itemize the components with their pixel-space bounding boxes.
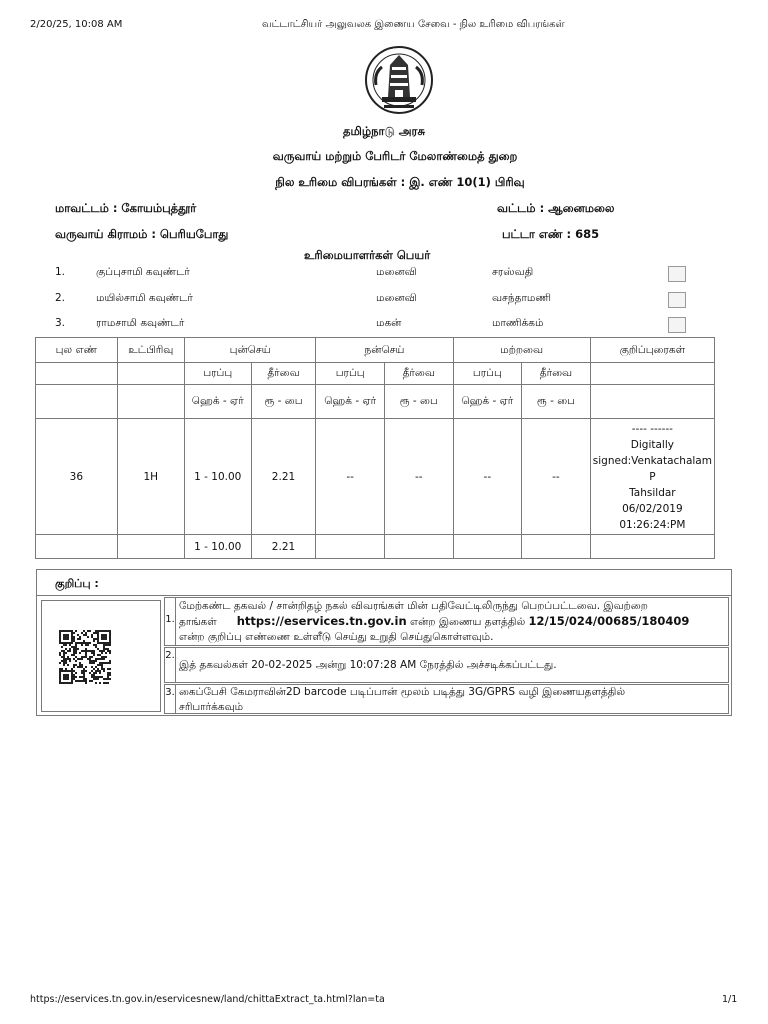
- revenue-village: வருவாய் கிராமம் : பெரியபோது: [55, 227, 229, 241]
- remarks-signature: ---- ------ Digitally signed:Venkatachalam P Tahsildar 06/02/2019 01:26:24:PM: [590, 419, 714, 535]
- unit-area: ஹெக் - ஏர்: [453, 385, 522, 419]
- col-remarks: குறிப்புரைகள்: [590, 338, 714, 363]
- owner-name: குப்புசாமி கவுண்டர்: [96, 266, 190, 278]
- owner-name: ராமசாமி கவுண்டர்: [96, 317, 185, 329]
- broken-image-icon: [668, 266, 686, 282]
- owner-relation: மகன்: [376, 317, 402, 329]
- doc-title: நில உரிமை விபரங்கள் : இ. எண் 10(1) பிரிவு: [275, 175, 525, 189]
- table-total-row: [36, 535, 715, 559]
- table-header-row: [36, 338, 715, 363]
- owners-heading: உரிமையாளர்கள் பெயர்: [304, 248, 431, 262]
- land-details-table: [35, 337, 715, 559]
- owner-relative: சரஸ்வதி: [492, 266, 534, 278]
- qr-cell: [41, 600, 161, 712]
- notes-box: [36, 569, 732, 716]
- col-tax: தீர்வை: [522, 363, 591, 385]
- owner-name: மயில்சாமி கவுண்டர்: [96, 292, 193, 304]
- unit-area: ஹெக் - ஏர்: [184, 385, 251, 419]
- col-subdivision: உட்பிரிவு: [117, 338, 184, 363]
- owner-num: 1.: [55, 266, 66, 278]
- nansei-area: --: [316, 419, 385, 535]
- col-nansei: நன்செய்: [316, 338, 453, 363]
- reference-number: 12/15/024/00685/180409: [528, 614, 690, 628]
- qr-code-icon: [59, 630, 111, 684]
- gov-name: தமிழ்நாடு அரசு: [343, 124, 425, 138]
- owner-relative: மாணிக்கம்: [492, 317, 544, 329]
- col-area: பரப்பு: [453, 363, 522, 385]
- broken-image-icon: [668, 317, 686, 333]
- col-tax: தீர்வை: [384, 363, 453, 385]
- district: மாவட்டம் : கோயம்புத்தூர்: [55, 201, 197, 215]
- others-area: --: [453, 419, 522, 535]
- owner-relative: வசந்தாமணி: [492, 292, 551, 304]
- patta-number: பட்டா எண் : 685: [502, 227, 600, 241]
- note-3: 3. கைப்பேசி கேமராவின்2D barcode படிப்பான் மூலம் படித்து 3G/GPRS வழி இணையதளத்தில் சரிபார்க்கவும்: [164, 684, 729, 714]
- broken-image-icon: [668, 292, 686, 308]
- note-2: 2. இத் தகவல்கள் 20-02-2025 அன்று 10:07:28 AM நேரத்தில் அச்சடிக்கப்பட்டது.: [164, 647, 729, 683]
- note-1: 1. மேற்கண்ட தகவல் / சான்றிதழ் நகல் விவரங்கள் மின் பதிவேட்டிலிருந்து பெறப்பட்டவை. இவற்றை தாங்கள் https://eservices.tn.gov.in என்ற இணைய தளத்தில் 12/15/024/00685/180409 என்ற குறிப்பு எண்ணை உள்ளீடு செய்து உறுதி செய்துகொள்ளவும்.: [164, 597, 729, 646]
- col-punsei: புன்செய்: [184, 338, 315, 363]
- owner-relation: மனைவி: [376, 292, 417, 304]
- unit-area: ஹெக் - ஏர்: [316, 385, 385, 419]
- notes-heading: குறிப்பு :: [55, 577, 99, 590]
- owner-num: 3.: [55, 317, 66, 329]
- unit-tax: ரூ - பை: [384, 385, 453, 419]
- others-tax: --: [522, 419, 591, 535]
- verification-url: https://eservices.tn.gov.in: [236, 614, 407, 628]
- col-tax: தீர்வை: [251, 363, 316, 385]
- tn-emblem: [364, 45, 434, 115]
- table-subheader-row: [36, 363, 715, 385]
- total-punsei-area: 1 - 10.00: [184, 535, 251, 559]
- print-footer-url: https://eservices.tn.gov.in/eservicesnew/land/chittaExtract_ta.html?lan=ta: [30, 994, 385, 1005]
- col-area: பரப்பு: [316, 363, 385, 385]
- print-page-title: வட்டாட்சியர் அலுவலக இணைய சேவை - நில உரிமை விபரங்கள்: [262, 19, 565, 30]
- survey-number: 36: [36, 419, 118, 535]
- total-punsei-tax: 2.21: [251, 535, 316, 559]
- taluk: வட்டம் : ஆனைமலை: [497, 201, 615, 215]
- owner-relation: மனைவி: [376, 266, 417, 278]
- col-survey-number: புல எண்: [36, 338, 118, 363]
- punsei-tax: 2.21: [251, 419, 316, 535]
- unit-tax: ரூ - பை: [251, 385, 316, 419]
- unit-tax: ரூ - பை: [522, 385, 591, 419]
- punsei-area: 1 - 10.00: [184, 419, 251, 535]
- table-units-row: [36, 385, 715, 419]
- nansei-tax: --: [384, 419, 453, 535]
- col-others: மற்றவை: [453, 338, 590, 363]
- subdivision: 1H: [117, 419, 184, 535]
- table-row: [36, 419, 715, 535]
- owner-num: 2.: [55, 292, 66, 304]
- print-page-number: 1/1: [722, 994, 738, 1005]
- dept-name: வருவாய் மற்றும் பேரிடர் மேலாண்மைத் துறை: [272, 149, 518, 163]
- print-datetime: 2/20/25, 10:08 AM: [30, 19, 123, 30]
- col-area: பரப்பு: [184, 363, 251, 385]
